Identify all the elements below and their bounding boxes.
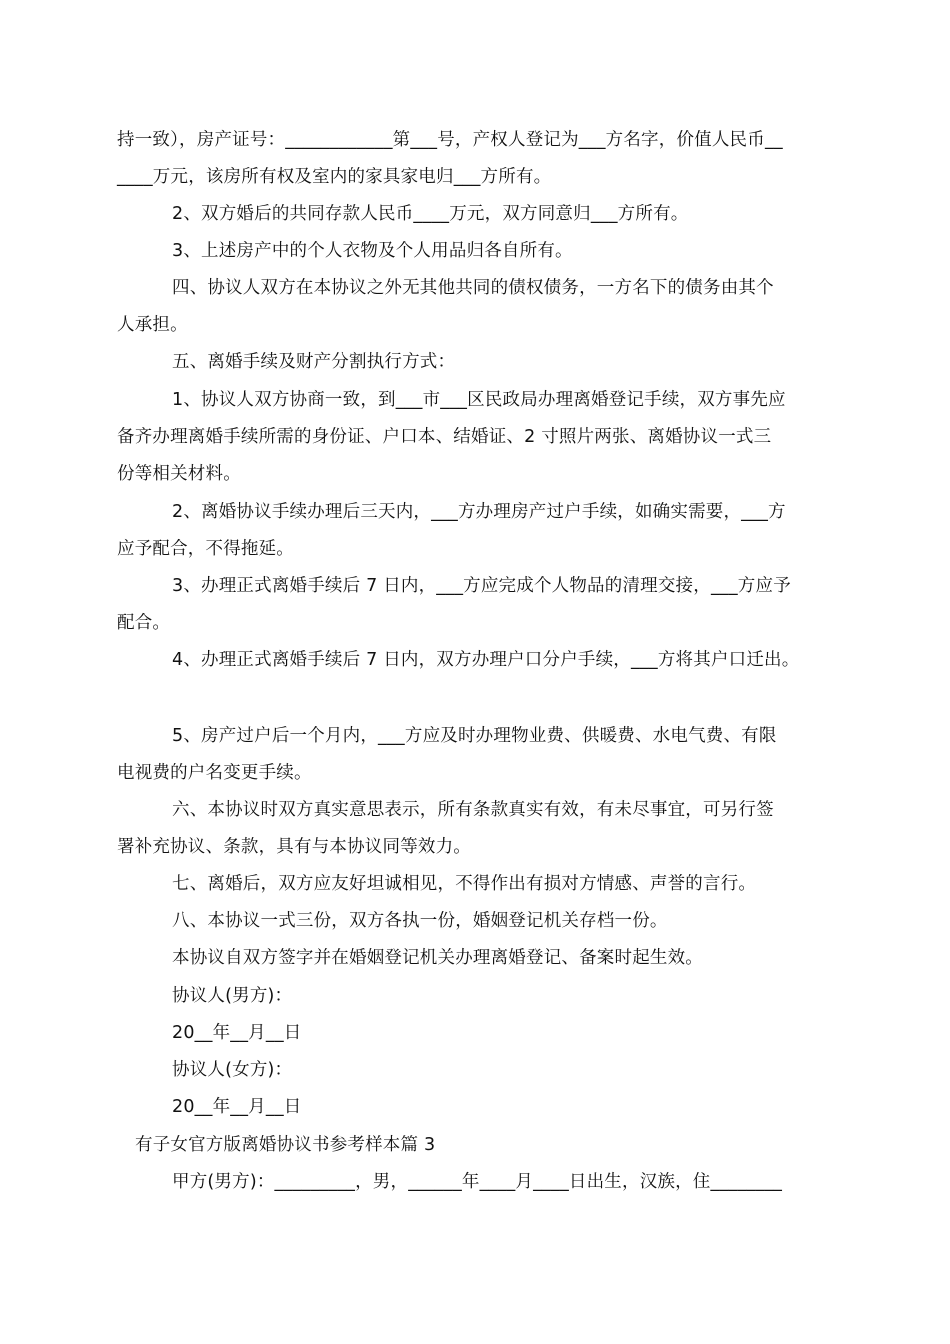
text-line: 八、本协议一式三份，双方各执一份，婚姻登记机关存档一份。: [172, 911, 668, 931]
text-line: 3、办理正式离婚手续后 7 日内，___方应完成个人物品的清理交接，___方应予: [172, 576, 791, 596]
text-line: 备齐办理离婚手续所需的身份证、户口本、结婚证、2 寸照片两张、离婚协议一式三: [117, 427, 772, 447]
text-line: 人承担。: [117, 315, 188, 335]
text-line: 五、离婚手续及财产分割执行方式：: [172, 352, 456, 372]
text-line: 应予配合，不得拖延。: [117, 539, 294, 559]
text-line: 1、协议人双方协商一致，到___市___区民政局办理离婚登记手续，双方事先应: [172, 390, 786, 410]
text-line: 3、上述房产中的个人衣物及个人用品归各自所有。: [172, 241, 573, 261]
date-line-female: 20__年__月__日: [172, 1097, 302, 1117]
signature-label-male: 协议人(男方)：: [172, 986, 293, 1006]
text-line: 四、协议人双方在本协议之外无其他共同的债权债务，一方名下的债务由其个: [172, 278, 774, 298]
text-line: 六、本协议时双方真实意思表示，所有条款真实有效，有未尽事宜，可另行签: [172, 800, 774, 820]
section-heading: 有子女官方版离婚协议书参考样本篇 3: [135, 1135, 436, 1155]
text-line: 持一致），房产证号：____________第___号，产权人登记为___方名字，价值人民币__: [117, 130, 783, 150]
text-line: 2、双方婚后的共同存款人民币____万元，双方同意归___方所有。: [172, 204, 689, 224]
text-line: 电视费的户名变更手续。: [117, 763, 312, 783]
text-line: 七、离婚后，双方应友好坦诚相见，不得作出有损对方情感、声誉的言行。: [172, 874, 757, 894]
signature-label-female: 协议人(女方)：: [172, 1060, 293, 1080]
text-line: 署补充协议、条款，具有与本协议同等效力。: [117, 837, 471, 857]
date-line-male: 20__年__月__日: [172, 1023, 302, 1043]
text-line: 2、离婚协议手续办理后三天内，___方办理房产过户手续，如确实需要，___方: [172, 502, 786, 522]
text-line: 甲方(男方)：_________，男，______年____月____日出生，汉族，住________: [172, 1172, 783, 1192]
text-line: 配合。: [117, 613, 171, 633]
text-line: 4、办理正式离婚手续后 7 日内，双方办理户口分户手续，___方将其户口迁出。: [172, 650, 800, 670]
text-line: 5、房产过户后一个月内，___方应及时办理物业费、供暖费、水电气费、有限: [172, 726, 777, 746]
text-line: 本协议自双方签字并在婚姻登记机关办理离婚登记、备案时起生效。: [172, 948, 703, 968]
text-line: ____万元，该房所有权及室内的家具家电归___方所有。: [117, 167, 552, 187]
text-line: 份等相关材料。: [117, 464, 241, 484]
